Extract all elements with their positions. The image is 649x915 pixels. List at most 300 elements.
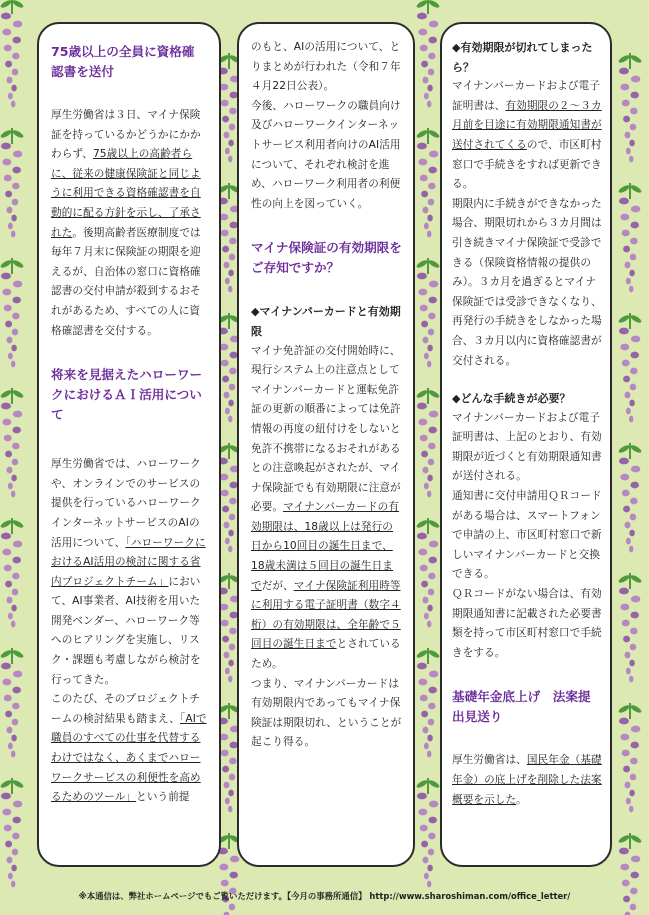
wisteria-leaf (416, 649, 429, 659)
wisteria-petal (417, 13, 427, 20)
wisteria-petal (228, 530, 234, 537)
text: とされているため。 (251, 638, 401, 671)
heading-elderly-certificate: 75歳以上の全員に資格確認書を送付 (51, 44, 195, 79)
wisteria-leaf (0, 389, 12, 399)
wisteria-petal (629, 530, 635, 537)
wisteria-leaf (428, 519, 441, 529)
wisteria-petal (630, 352, 639, 359)
wisteria-petal (424, 223, 429, 230)
wisteria-petal (11, 475, 17, 482)
wisteria-petal (428, 329, 435, 336)
wisteria-petal (229, 872, 238, 879)
wisteria-petal (631, 856, 641, 863)
paragraph-ai-future: 今後、ハローワークの職員向け及びハローワークインターネットサービス利用者向けのAI活用について、それぞれ検討を進め、ハローワーク利用者の利便性の向上を図っていく。 (251, 99, 401, 210)
middle-column-panel (237, 22, 415, 867)
wisteria-petal (630, 758, 638, 765)
wisteria-petal (12, 37, 21, 44)
wisteria-petal (12, 703, 20, 710)
wisteria-petal (11, 491, 16, 498)
wisteria-petal (428, 199, 435, 206)
text: 厚生労働省では、ハローワークや、オンラインでのサービスの提供を行っているハローワークインターネットサービスのAIの活用について、 (51, 458, 201, 549)
wisteria-petal (429, 21, 439, 28)
wisteria-petal (5, 191, 12, 198)
heading-hellowork-ai: 将来を見据えたハローワークにおけるＡＩ活用について (51, 367, 203, 423)
wisteria-petal (427, 735, 433, 742)
wisteria-petal (620, 344, 629, 351)
wisteria-leaf (618, 314, 631, 324)
wisteria-petal (225, 798, 230, 805)
wisteria-petal (418, 289, 427, 296)
wisteria-petal (422, 597, 428, 604)
wisteria-petal (418, 809, 427, 816)
wisteria-petal (222, 506, 229, 513)
wisteria-petal (13, 541, 23, 548)
wisteria-petal (421, 711, 428, 718)
wisteria-petal (219, 864, 228, 871)
wisteria-petal (623, 246, 630, 253)
wisteria-petal (12, 687, 21, 694)
wisteria-leaf (618, 704, 631, 714)
wisteria-petal (623, 116, 630, 123)
wisteria-leaf (0, 779, 12, 789)
wisteria-petal (424, 743, 429, 750)
wisteria-petal (6, 597, 12, 604)
wisteria-leaf (618, 54, 631, 64)
wisteria-petal (631, 466, 641, 473)
subheading-expired: ◆有効期限が切れてしまったら？ (452, 41, 593, 74)
wisteria-petal (228, 790, 234, 797)
wisteria-petal (630, 254, 637, 261)
wisteria-petal (421, 451, 428, 458)
wisteria-petal (631, 76, 641, 83)
wisteria-petal (228, 806, 233, 813)
wisteria-petal (418, 679, 427, 686)
wisteria-petal (8, 743, 13, 750)
wisteria-petal (221, 490, 229, 497)
wisteria-petal (221, 360, 229, 367)
wisteria-petal (624, 132, 630, 139)
wisteria-petal (421, 581, 428, 588)
wisteria-leaf (630, 314, 643, 324)
wisteria-petal (427, 215, 433, 222)
text: マイナンバーカードおよび電子証明書は、 (452, 80, 601, 112)
wisteria-petal (622, 230, 630, 237)
wisteria-petal (1, 793, 11, 800)
wisteria-petal (427, 491, 432, 498)
wisteria-petal (12, 167, 21, 174)
paragraph-pension (452, 751, 602, 810)
wisteria-petal (626, 408, 631, 415)
wisteria-petal (221, 620, 229, 627)
text: において、AI事業者、AI技術を用いた開発ベンダー、ハローワーク等へのヒアリングを実施し、リスク・課題も考慮しながら検討を行ってきた。 (51, 575, 201, 686)
wisteria-petal (229, 498, 237, 505)
wisteria-petal (624, 912, 630, 915)
wisteria-petal (429, 671, 439, 678)
wisteria-petal (428, 719, 435, 726)
right-column-panel (440, 22, 612, 867)
wisteria-petal (428, 849, 435, 856)
wisteria-petal (13, 281, 23, 288)
wisteria-petal (630, 92, 639, 99)
underlined-text: マイナンバーカードの有効期限は、18歳以上は発行の日から10回目の誕生日まで、18歳未満は５回目の誕生日まで (251, 501, 400, 592)
wisteria-petal (620, 734, 629, 741)
wisteria-leaf (416, 389, 429, 399)
wisteria-petal (228, 660, 234, 667)
wisteria-petal (629, 400, 635, 407)
wisteria-petal (619, 718, 629, 725)
wisteria-petal (417, 273, 427, 280)
wisteria-leaf (618, 834, 631, 844)
wisteria-petal (626, 798, 631, 805)
wisteria-petal (221, 230, 229, 237)
wisteria-petal (428, 167, 437, 174)
wisteria-petal (622, 620, 630, 627)
wisteria-petal (13, 151, 23, 158)
wisteria-petal (422, 207, 428, 214)
wisteria-petal (417, 663, 427, 670)
wisteria-leaf (630, 184, 643, 194)
wisteria-petal (225, 538, 230, 545)
wisteria-petal (13, 801, 23, 808)
wisteria-leaf (12, 779, 25, 789)
wisteria-petal (630, 774, 637, 781)
text: 。後期高齢者医療制度では毎年７月末に保険証の期限を迎えるが、自治体の窓口に資格確認書の交付申請が殺到するおそれがあるため、すべての人に資格確認書を交付する。 (51, 226, 201, 337)
wisteria-petal (420, 825, 428, 832)
wisteria-petal (12, 199, 19, 206)
wisteria-petal (630, 482, 639, 489)
wisteria-petal (2, 29, 11, 36)
subheading-card-expiry: ◆マイナンバーカードと有効期限 (251, 305, 401, 338)
wisteria-petal (424, 613, 429, 620)
wisteria-petal (2, 809, 11, 816)
wisteria-petal (428, 703, 436, 710)
wisteria-petal (624, 652, 630, 659)
wisteria-petal (427, 345, 433, 352)
wisteria-petal (1, 663, 11, 670)
wisteria-petal (420, 695, 428, 702)
wisteria-petal (229, 124, 236, 131)
wisteria-petal (11, 85, 17, 92)
wisteria-petal (428, 53, 436, 60)
wisteria-leaf (12, 389, 25, 399)
wisteria-petal (424, 483, 429, 490)
wisteria-petal (229, 254, 236, 261)
wisteria-petal (619, 458, 629, 465)
wisteria-petal (12, 329, 19, 336)
wisteria-petal (221, 750, 229, 757)
wisteria-petal (225, 278, 230, 285)
wisteria-petal (630, 628, 638, 635)
wisteria-petal (428, 313, 436, 320)
wisteria-petal (11, 735, 17, 742)
wisteria-petal (11, 215, 17, 222)
wisteria-petal (222, 636, 229, 643)
wisteria-petal (620, 84, 629, 91)
wisteria-petal (428, 443, 436, 450)
wisteria-petal (421, 61, 428, 68)
wisteria-petal (622, 490, 630, 497)
wisteria-petal (418, 419, 427, 426)
wisteria-petal (629, 140, 635, 147)
wisteria-petal (620, 214, 629, 221)
wisteria-petal (5, 451, 12, 458)
wisteria-leaf (428, 129, 441, 139)
wisteria-petal (427, 621, 432, 628)
underlined-text: 75歳以上の高齢者らに、従来の健康保険証と同じように利用できる資格確認書を自動的に配る方針を示し、了承された (51, 148, 201, 239)
footer-website-note: ※本通信は、弊社ホームページでもご覧いただけます。【今月の事務所通信】 http://www.sharoshiman.com/office_letter/ (78, 891, 571, 901)
wisteria-petal (2, 159, 11, 166)
wisteria-petal (5, 581, 12, 588)
wisteria-leaf (428, 649, 441, 659)
wisteria-petal (421, 841, 428, 848)
wisteria-leaf (428, 259, 441, 269)
wisteria-leaf (618, 444, 631, 454)
wisteria-petal (222, 766, 229, 773)
wisteria-petal (5, 61, 12, 68)
wisteria-petal (1, 403, 11, 410)
wisteria-leaf (630, 444, 643, 454)
wisteria-petal (12, 443, 20, 450)
wisteria-leaf (12, 649, 25, 659)
wisteria-petal (422, 727, 428, 734)
wisteria-petal (11, 865, 17, 872)
wisteria-petal (424, 873, 429, 880)
wisteria-petal (11, 101, 16, 108)
wisteria-petal (8, 483, 13, 490)
wisteria-petal (221, 100, 229, 107)
wisteria-petal (631, 726, 641, 733)
wisteria-petal (228, 400, 234, 407)
wisteria-petal (12, 833, 20, 840)
wisteria-petal (228, 676, 233, 683)
wisteria-petal (8, 223, 13, 230)
paragraph-ai-summary: のもと、AIの活用について、とりまとめが行われた（令和７年４月22日公表）。 (251, 41, 401, 93)
wisteria-petal (5, 841, 12, 848)
wisteria-leaf (12, 0, 25, 9)
wisteria-petal (619, 68, 629, 75)
wisteria-petal (620, 474, 629, 481)
wisteria-petal (12, 557, 21, 564)
paragraph-expired-notice (452, 77, 602, 195)
wisteria-petal (4, 695, 12, 702)
wisteria-petal (2, 289, 11, 296)
wisteria-leaf (416, 259, 429, 269)
wisteria-petal (223, 262, 229, 269)
wisteria-leaf (618, 574, 631, 584)
wisteria-leaf (0, 0, 12, 9)
wisteria-petal (422, 337, 428, 344)
wisteria-petal (424, 93, 429, 100)
wisteria-petal (417, 533, 427, 540)
heading-pension: 基礎年金底上げ 法案提出見送り (452, 689, 591, 725)
wisteria-petal (223, 652, 229, 659)
wisteria-petal (629, 790, 635, 797)
wisteria-petal (4, 435, 12, 442)
wisteria-leaf (428, 779, 441, 789)
wisteria-petal (631, 596, 641, 603)
wisteria-petal (629, 676, 634, 683)
wisteria-petal (223, 912, 229, 915)
wisteria-petal (6, 857, 12, 864)
wisteria-petal (11, 345, 17, 352)
paragraph-card-conclusion: つまり、マイナンバーカードは有効期限内であってもマイナ保険証は期限切れ、ということが起こり得る。 (251, 677, 402, 749)
wisteria-petal (630, 872, 639, 879)
wisteria-petal (629, 270, 635, 277)
wisteria-leaf (630, 704, 643, 714)
wisteria-leaf (12, 129, 25, 139)
text: ので、市区町村窓口で手続きをすれば更新できる。 (452, 138, 602, 191)
wisteria-petal (12, 849, 19, 856)
wisteria-petal (622, 360, 630, 367)
wisteria-petal (626, 538, 631, 545)
text: 厚生労働省は３日、マイナ保険証を持っているかどうかにかかわらず、 (51, 109, 201, 161)
wisteria-petal (12, 719, 19, 726)
wisteria-petal (622, 100, 630, 107)
wisteria-leaf (416, 779, 429, 789)
wisteria-petal (12, 573, 20, 580)
wisteria-petal (427, 101, 432, 108)
wisteria-leaf (630, 54, 643, 64)
wisteria-petal (422, 467, 428, 474)
wisteria-petal (12, 53, 20, 60)
wisteria-petal (229, 774, 236, 781)
wisteria-petal (4, 565, 12, 572)
wisteria-petal (420, 305, 428, 312)
wisteria-petal (6, 207, 12, 214)
wisteria-petal (223, 132, 229, 139)
wisteria-petal (428, 687, 437, 694)
wisteria-petal (229, 644, 236, 651)
wisteria-petal (624, 782, 630, 789)
paragraph-procedure-notice: マイナンバーカードおよび電子証明書は、上記のとおり、有効期限が近づくと有効期限通知書が送付される。 (452, 411, 602, 483)
wisteria-leaf (416, 519, 429, 529)
wisteria-petal (11, 231, 16, 238)
wisteria-petal (629, 660, 635, 667)
wisteria-petal (631, 336, 641, 343)
wisteria-petal (12, 459, 19, 466)
wisteria-petal (417, 143, 427, 150)
wisteria-petal (420, 45, 428, 52)
wisteria-petal (228, 286, 233, 293)
wisteria-petal (427, 361, 432, 368)
underlined-text: 「ハローワークにおけるAI活用の検討に関する省内プロジェクトチーム」 (51, 536, 206, 588)
wisteria-petal (630, 498, 638, 505)
wisteria-petal (427, 865, 433, 872)
wisteria-petal (622, 750, 630, 757)
wisteria-petal (428, 589, 435, 596)
wisteria-petal (624, 262, 630, 269)
wisteria-petal (630, 368, 638, 375)
wisteria-petal (623, 636, 630, 643)
wisteria-petal (11, 605, 17, 612)
wisteria-petal (13, 21, 23, 28)
wisteria-petal (8, 613, 13, 620)
wisteria-petal (222, 246, 229, 253)
wisteria-petal (1, 273, 11, 280)
wisteria-petal (427, 231, 432, 238)
wisteria-petal (1, 533, 11, 540)
wisteria-petal (429, 151, 439, 158)
wisteria-petal (6, 337, 12, 344)
wisteria-petal (12, 589, 19, 596)
wisteria-petal (420, 565, 428, 572)
underlined-text: 有効期限の２～３カ月前を目途に有効期限通知書が送付されてくる (452, 99, 602, 151)
wisteria-petal (229, 238, 237, 245)
wisteria-petal (8, 93, 13, 100)
wisteria-petal (4, 45, 12, 52)
wisteria-petal (223, 522, 229, 529)
text: 厚生労働省は、 (452, 754, 527, 767)
wisteria-petal (11, 361, 16, 368)
wisteria-petal (2, 419, 11, 426)
wisteria-petal (229, 758, 237, 765)
wisteria-petal (418, 29, 427, 36)
wisteria-petal (228, 416, 233, 423)
wisteria-petal (424, 353, 429, 360)
wisteria-petal (4, 825, 12, 832)
wisteria-leaf (12, 259, 25, 269)
wisteria-petal (619, 198, 629, 205)
wisteria-petal (229, 384, 236, 391)
wisteria-petal (429, 801, 439, 808)
wisteria-petal (619, 328, 629, 335)
wisteria-petal (422, 857, 428, 864)
wisteria-petal (229, 904, 236, 911)
wisteria-petal (223, 392, 229, 399)
wisteria-petal (225, 148, 230, 155)
wisteria-petal (2, 679, 11, 686)
left-column-panel (37, 22, 221, 867)
wisteria-petal (5, 711, 12, 718)
wisteria-petal (12, 427, 21, 434)
wisteria-petal (428, 573, 436, 580)
wisteria-leaf (428, 0, 441, 9)
wisteria-petal (420, 175, 428, 182)
wisteria-petal (630, 238, 638, 245)
paragraph-procedure-noqr: ＱＲコードがない場合は、有効期限通知書に記載された必要書類を持って市区町村窓口で手続きをする。 (452, 588, 602, 659)
wisteria-petal (421, 191, 428, 198)
wisteria-petal (429, 281, 439, 288)
wisteria-petal (1, 13, 11, 20)
wisteria-petal (12, 183, 20, 190)
wisteria-petal (630, 612, 639, 619)
wisteria-petal (619, 588, 629, 595)
wisteria-petal (428, 557, 437, 564)
wisteria-petal (420, 435, 428, 442)
wisteria-petal (11, 881, 16, 888)
paragraph-expired-grace: 期限内に手続きができなかった場合、期限切れから３カ月間は引き続きマイナ保険証で受診できる（保険資格情報の提供のみ）。３カ月を過ぎるとマイナ保険証では受診できなくなり、再発行の手続きをしなかった場合、３カ月以内に資格確認書が交付される。 (452, 197, 602, 367)
wisteria-petal (631, 206, 641, 213)
wisteria-leaf (428, 389, 441, 399)
wisteria-petal (12, 297, 21, 304)
wisteria-petal (427, 605, 433, 612)
wisteria-petal (223, 782, 229, 789)
wisteria-petal (6, 467, 12, 474)
wisteria-petal (418, 159, 427, 166)
wisteria-leaf (0, 129, 12, 139)
wisteria-petal (221, 880, 229, 887)
wisteria-petal (228, 546, 233, 553)
wisteria-petal (626, 278, 631, 285)
wisteria-petal (6, 77, 12, 84)
wisteria-petal (630, 384, 637, 391)
wisteria-leaf (416, 0, 429, 9)
wisteria-leaf (0, 519, 12, 529)
wisteria-petal (630, 514, 637, 521)
wisteria-petal (5, 321, 12, 328)
paragraph-card-expiry (251, 342, 403, 675)
wisteria-petal (630, 904, 637, 911)
